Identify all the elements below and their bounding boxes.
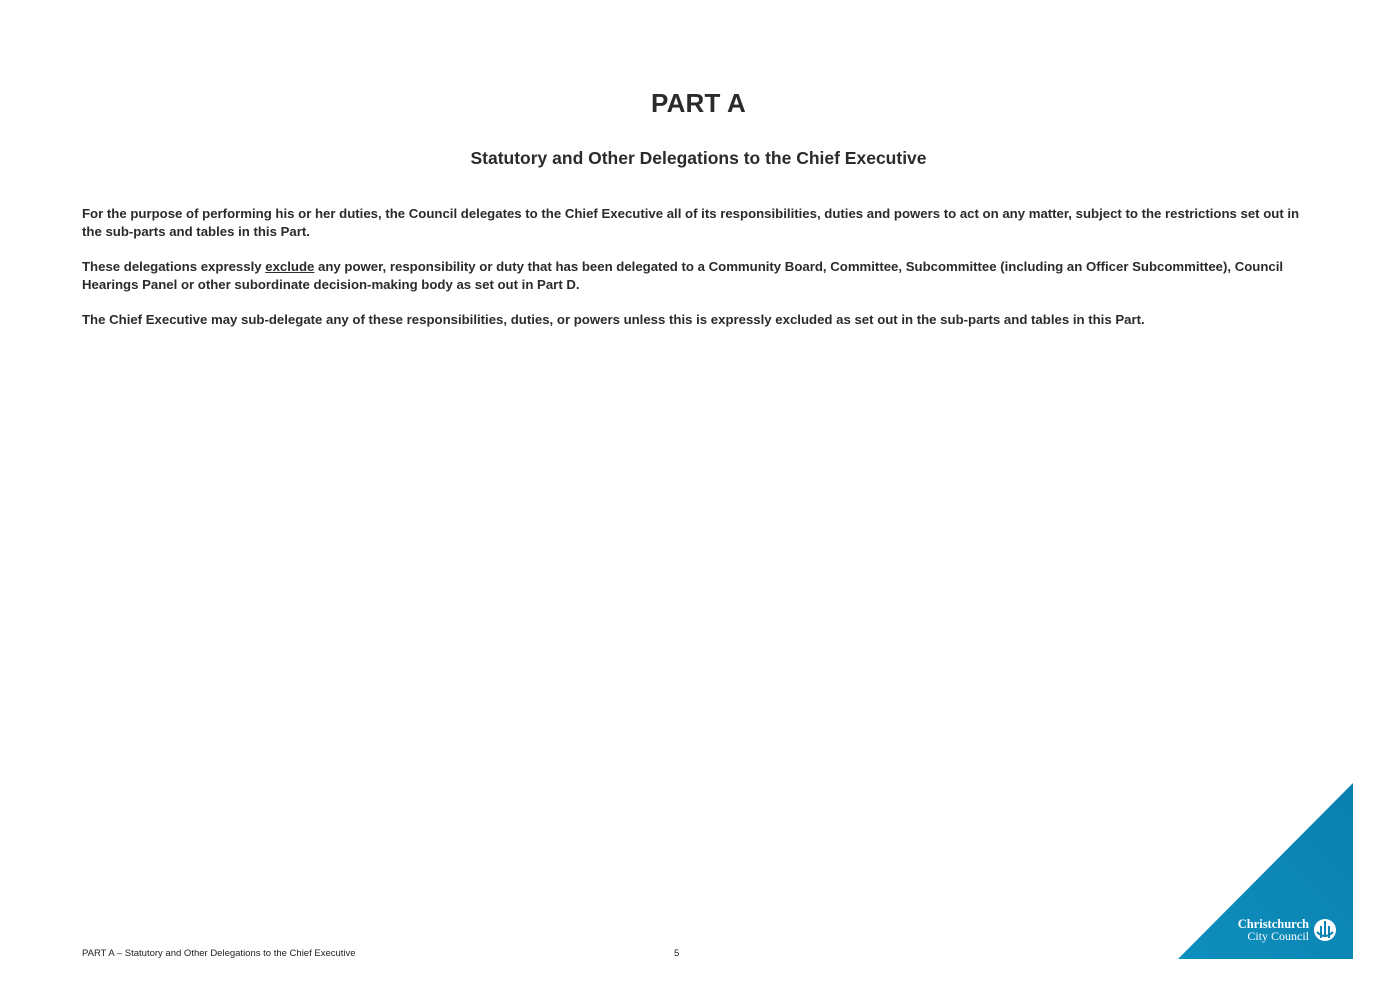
footer-section-label: PART A – Statutory and Other Delegations to the Chief Executive <box>82 948 356 959</box>
page-subtitle: Statutory and Other Delegations to the Chief Executive <box>470 148 927 168</box>
logo-line-city-council: City Council <box>1247 929 1309 943</box>
footer-page-number: 5 <box>674 948 680 959</box>
paragraph-delegation-scope: For the purpose of performing his or her duties, the Council delegates to the Chief Executive all of its responsibilities, duties and powers to act on any matter, subject to the restrictions set out in the sub-parts and tables in this Part. <box>82 206 1300 239</box>
paragraph-delegation-exclusions <box>82 258 1322 294</box>
cathedral-emblem-icon <box>1313 918 1337 942</box>
logo-wordmark <box>1238 918 1309 942</box>
paragraph-exclusions-rest: any power, responsibility or duty that has been delegated to a Community Board, Committee, Subcommittee (including an Officer Subcommittee), Council Hearings Panel or other subordinate decision-making body as set out in Part D. <box>82 259 1284 292</box>
paragraph-exclusions-lead: These delegations expressly <box>82 259 266 274</box>
page-title: PART A <box>650 88 747 118</box>
christchurch-city-council-logo <box>1178 783 1353 959</box>
logo-line-christchurch: Christchurch <box>1237 917 1309 931</box>
paragraph-sub-delegation: The Chief Executive may sub-delegate any of these responsibilities, duties, or powers unless this is expressly excluded as set out in the sub-parts and tables in this Part. <box>82 312 1145 327</box>
exclude-emphasis: exclude <box>265 259 315 274</box>
